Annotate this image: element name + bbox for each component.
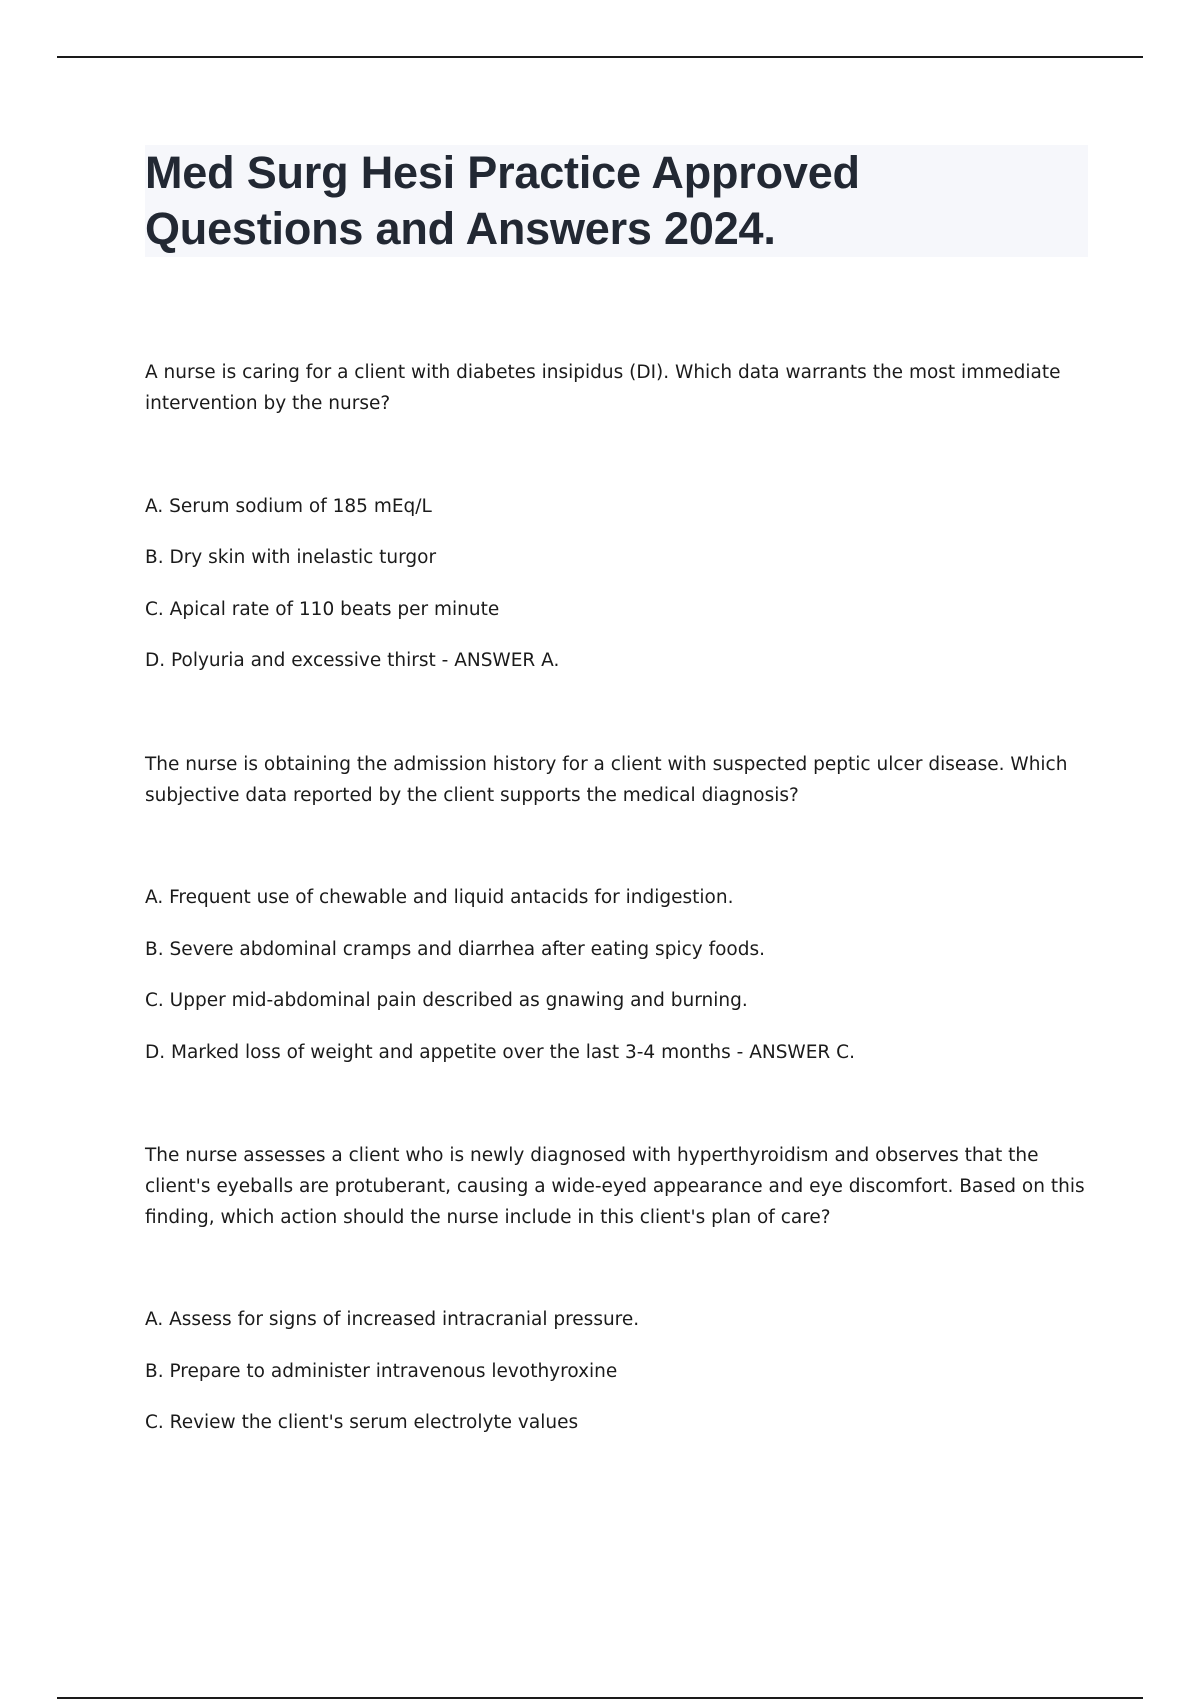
question-1-option-b: B. Dry skin with inelastic turgor xyxy=(145,547,437,568)
question-3-text: The nurse assesses a client who is newly diagnosed with hyperthyroidism and observes that the client's eyeballs are protuberant, causing a wide-eyed appearance and eye discomfort. Based on this finding, which action should the nurse include in this client's plan of care? xyxy=(145,1145,1085,1228)
question-2-option-c: C. Upper mid-abdominal pain described as gnawing and burning. xyxy=(145,990,748,1011)
title-banner xyxy=(145,145,1088,257)
question-2-text: The nurse is obtaining the admission history for a client with suspected peptic ulcer disease. Which subjective data reported by the client supports the medical diagnosis? xyxy=(145,754,1068,806)
question-1-option-c: C. Apical rate of 110 beats per minute xyxy=(145,599,500,620)
top-divider xyxy=(57,56,1143,58)
question-2-option-d: D. Marked loss of weight and appetite over the last 3-4 months - ANSWER C. xyxy=(145,1042,855,1063)
question-3-option-b: B. Prepare to administer intravenous levothyroxine xyxy=(145,1361,618,1382)
question-3-option-a: A. Assess for signs of increased intracranial pressure. xyxy=(145,1309,640,1330)
document-title: Med Surg Hesi Practice Approved Questions and Answers 2024. xyxy=(145,147,860,254)
question-3-option-c: C. Review the client's serum electrolyte values xyxy=(145,1412,579,1433)
question-1-option-d: D. Polyuria and excessive thirst - ANSWER A. xyxy=(145,650,560,671)
question-2-option-b: B. Severe abdominal cramps and diarrhea after eating spicy foods. xyxy=(145,939,765,960)
question-1-option-a: A. Serum sodium of 185 mEq/L xyxy=(145,496,432,517)
question-1-text: A nurse is caring for a client with diabetes insipidus (DI). Which data warrants the most immediate intervention by the nurse? xyxy=(145,362,1061,414)
question-2-option-a: A. Frequent use of chewable and liquid antacids for indigestion. xyxy=(145,887,734,908)
bottom-divider xyxy=(57,1697,1143,1699)
